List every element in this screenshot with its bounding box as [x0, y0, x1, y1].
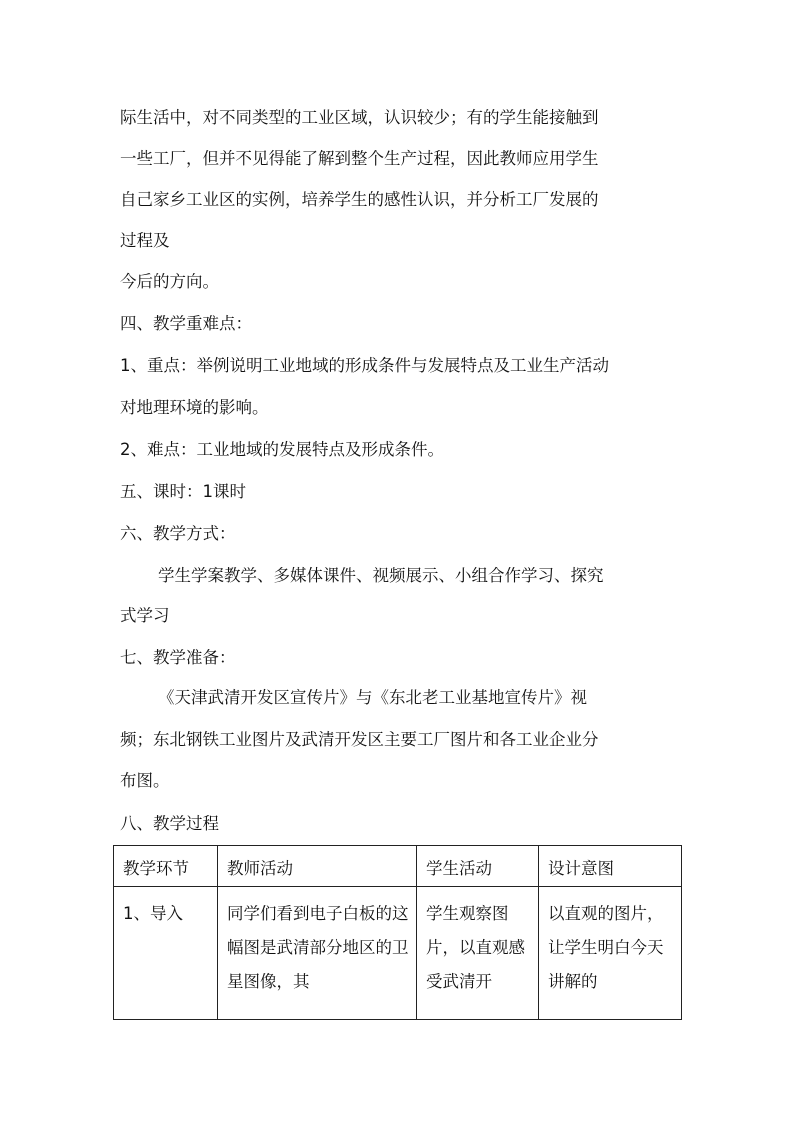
paragraph-line: 际生活中，对不同类型的工业区域，认识较少；有的学生能接触到	[120, 108, 599, 127]
table-cell: 学生观察图片，以直观感受武清开	[417, 887, 539, 1020]
paragraph-line: 一些工厂，但并不见得能了解到整个生产过程，因此教师应用学生	[120, 149, 599, 168]
table-cell: 以直观的图片，让学生明白今天讲解的	[539, 887, 682, 1020]
table-cell: 同学们看到电子白板的这幅图是武清部分地区的卫星图像，其	[218, 887, 417, 1020]
section-heading: 七、教学准备：	[120, 648, 236, 667]
paragraph-line: 对地理环境的影响。	[120, 398, 269, 417]
table-header-cell: 教学环节	[114, 846, 218, 887]
paragraph-line: 频；东北钢铁工业图片及武清开发区主要工厂图片和各工业企业分	[120, 730, 599, 749]
table-header-cell: 设计意图	[539, 846, 682, 887]
table-header-row	[114, 846, 682, 887]
section-heading: 四、教学重难点：	[120, 314, 252, 333]
paragraph-line: 式学习	[120, 606, 170, 625]
paragraph-line: 2、难点：工业地域的发展特点及形成条件。	[120, 440, 444, 459]
paragraph-line: 1、重点：举例说明工业地域的形成条件与发展特点及工业生产活动	[120, 356, 609, 375]
teaching-process-table	[113, 845, 682, 1020]
table-row	[114, 887, 682, 1020]
section-heading: 六、教学方式：	[120, 524, 236, 543]
paragraph-line: 自己家乡工业区的实例，培养学生的感性认识，并分析工厂发展的	[120, 190, 599, 209]
section-heading: 八、教学过程	[120, 814, 219, 833]
paragraph-line: 过程及	[120, 231, 170, 250]
paragraph-line: 学生学案教学、多媒体课件、视频展示、小组合作学习、探究	[158, 566, 604, 585]
paragraph-line: 《天津武清开发区宣传片》与《东北老工业基地宣传片》视	[158, 688, 587, 707]
section-heading: 五、课时：1课时	[120, 482, 246, 501]
paragraph-line: 布图。	[120, 771, 170, 790]
table-header-cell: 教师活动	[218, 846, 417, 887]
table-cell: 1、导入	[114, 887, 218, 1020]
paragraph-line: 今后的方向。	[120, 272, 219, 291]
table-header-cell: 学生活动	[417, 846, 539, 887]
